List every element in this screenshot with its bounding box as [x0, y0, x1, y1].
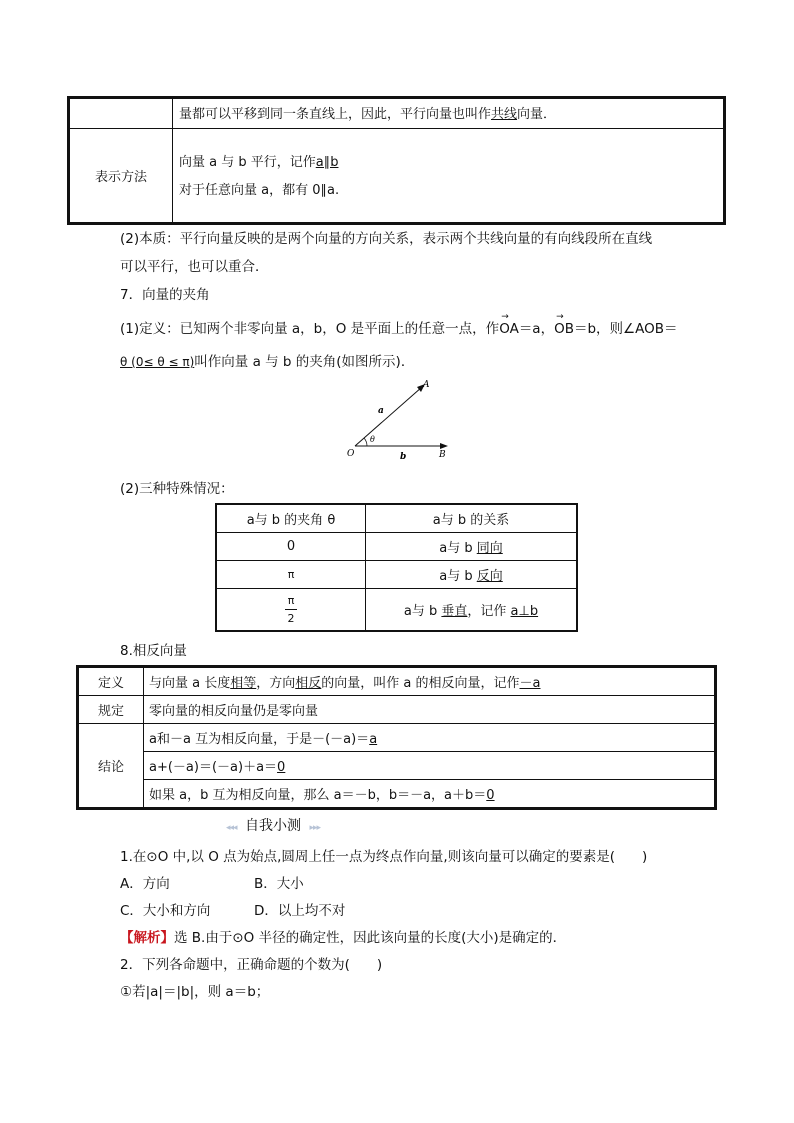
table1-row2-cell: [173, 129, 725, 224]
question1-option-a: A．方向: [120, 876, 170, 892]
vector-ob: [554, 312, 574, 337]
question1-option-b: B．大小: [254, 876, 304, 892]
conclusion-text: a+(－a)＝(－a)＋a＝: [149, 760, 278, 775]
table1-empty-cell: [69, 98, 173, 129]
table1-row1-text-a: 量都可以平移到同一条直线上，因此，平行向量也叫作: [179, 107, 492, 122]
table2-angle-cell: [216, 588, 366, 631]
definition-line2-text: 叫作向量 a 与 b 的夹角(如图所示)．: [194, 354, 415, 370]
relation-keyword: 反向: [476, 568, 503, 584]
label-theta: θ: [370, 435, 375, 444]
relation-notation: a⊥b: [510, 603, 539, 619]
fraction-denominator: 2: [287, 612, 295, 626]
relation-mid: ，记作: [467, 603, 511, 619]
vector-oa: [499, 312, 519, 337]
table1-row2-line1: [179, 149, 723, 177]
table2-relation-cell: [366, 588, 578, 631]
table-row: [78, 667, 716, 696]
conclusion-text: 如果 a，b 互为相反向量，那么 a＝－b，b＝－a，a＋b＝: [149, 788, 487, 803]
table-row: [216, 588, 577, 631]
definition-keyword-opposite: 相反: [295, 676, 322, 691]
angle-arc: [364, 438, 367, 446]
table1-label-representation: 表示方法: [69, 129, 173, 224]
conclusion-answer: 0: [486, 788, 495, 803]
question2-item1: ①若|a|＝|b|，则 a＝b；: [120, 984, 270, 1000]
conclusion-answer: a: [369, 732, 378, 747]
right-arrows-icon: ▸▸▸: [309, 823, 321, 833]
definition-text-c: 的向量，叫作 a 的相反向量，记作: [321, 676, 520, 691]
table1-row2-line2: 对于任意向量 a，都有 0∥a.: [179, 183, 340, 198]
table3-label-rule: 规定: [78, 696, 144, 724]
table-row: [78, 752, 716, 780]
definition-line1-end: ＝b，则∠AOB＝: [573, 321, 678, 337]
label-vector-b: b: [400, 452, 407, 462]
table3-conclusion-2: [144, 752, 716, 780]
essence-paragraph-line2: 可以平行，也可以重合．: [120, 259, 269, 275]
table2-angle-cell: π: [216, 560, 366, 588]
fraction-numerator: π: [287, 594, 295, 608]
definition-keyword-equal: 相等: [230, 676, 257, 691]
parallel-vector-table: [67, 96, 726, 225]
definition-line1-text: (1)定义：已知两个非零向量 a，b，O 是平面上的任意一点，作: [120, 321, 500, 337]
angle-figure: [340, 375, 460, 465]
conclusion-answer: 0: [277, 760, 286, 775]
self-test-banner: [208, 815, 338, 833]
table3-rule-cell: 零向量的相反向量仍是零向量: [144, 696, 716, 724]
relation-prefix: a与 b: [439, 540, 477, 556]
ray-oa: [355, 387, 422, 446]
question1-stem: 1.在⊙O 中,以 O 点为始点,圆周上任一点为终点作向量,则该向量可以确定的要素是( ): [120, 849, 648, 865]
table1-row1-text-b: 向量．: [517, 107, 557, 122]
fraction-bar: [285, 609, 297, 610]
table2-header-angle: a与 b 的夹角 θ: [216, 504, 366, 532]
table2-header-relation: a与 b 的关系: [366, 504, 578, 532]
relation-keyword: 垂直: [441, 603, 468, 619]
table-row: [216, 560, 577, 588]
table2-relation-cell: [366, 560, 578, 588]
analysis-tag: 【解析】: [120, 930, 174, 946]
relation-keyword: 同向: [476, 540, 503, 556]
definition-line1: [120, 312, 678, 337]
definition-text-b: ，方向: [256, 676, 296, 691]
table2-angle-cell: 0: [216, 532, 366, 560]
vector-ob-label: OB: [554, 321, 574, 337]
section8-title: 8.相反向量: [120, 643, 187, 659]
table1-row2-line1-text: 向量 a 与 b 平行，记作: [179, 155, 316, 170]
vector-arrow-icon: →: [501, 312, 509, 322]
question2-stem: 2．下列各命题中，正确命题的个数为( ): [120, 957, 383, 973]
opposite-vector-table: [76, 665, 717, 810]
essence-paragraph-line1: (2)本质：平行向量反映的是两个向量的方向关系，表示两个共线向量的有向线段所在直线: [120, 231, 653, 247]
fraction-pi-over-2: [285, 594, 297, 625]
table3-label-definition: 定义: [78, 667, 144, 696]
table-row: [78, 724, 716, 752]
table1-row1-underlined: 共线: [491, 107, 518, 122]
label-O: O: [347, 449, 355, 459]
label-vector-a: a: [378, 406, 384, 416]
definition-line1-mid: ＝a，: [518, 321, 555, 337]
relation-prefix: a与 b: [403, 603, 442, 619]
special-cases-title: (2)三种特殊情况：: [120, 481, 234, 497]
label-A: A: [423, 380, 430, 390]
definition-notation: －a: [519, 676, 541, 691]
table3-definition-cell: [144, 667, 716, 696]
self-test-title: 自我小测: [245, 818, 301, 834]
vector-oa-label: OA: [499, 321, 519, 337]
angle-cases-table: [215, 503, 578, 632]
table3-label-conclusion: 结论: [78, 724, 144, 809]
section7-title: 7．向量的夹角: [120, 287, 210, 303]
table1-row2-line1-notation: a∥b: [315, 155, 339, 170]
table3-conclusion-1: [144, 724, 716, 752]
analysis-text: 选 B.由于⊙O 半径的确定性，因此该向量的长度(大小)是确定的．: [174, 930, 567, 946]
question1-analysis: [120, 926, 566, 946]
definition-line2: [120, 350, 414, 370]
table-row: [78, 780, 716, 809]
table-row: [78, 696, 716, 724]
label-B: B: [439, 450, 446, 460]
definition-text-a: 与向量 a 长度: [149, 676, 231, 691]
left-arrows-icon: ◂◂◂: [225, 823, 237, 833]
table2-relation-cell: [366, 532, 578, 560]
table-row: [216, 532, 577, 560]
angle-range: θ (0≤ θ ≤ π): [120, 355, 195, 369]
vector-arrow-icon: →: [556, 312, 564, 322]
arrowhead-b-icon: [440, 443, 448, 449]
relation-prefix: a与 b: [439, 568, 477, 584]
table3-conclusion-3: [144, 780, 716, 809]
table1-row1-cell: [173, 98, 725, 129]
conclusion-text: a和－a 互为相反向量，于是－(－a)＝: [149, 732, 370, 747]
question1-option-d: D．以上均不对: [254, 903, 346, 919]
question1-option-c: C．大小和方向: [120, 903, 211, 919]
